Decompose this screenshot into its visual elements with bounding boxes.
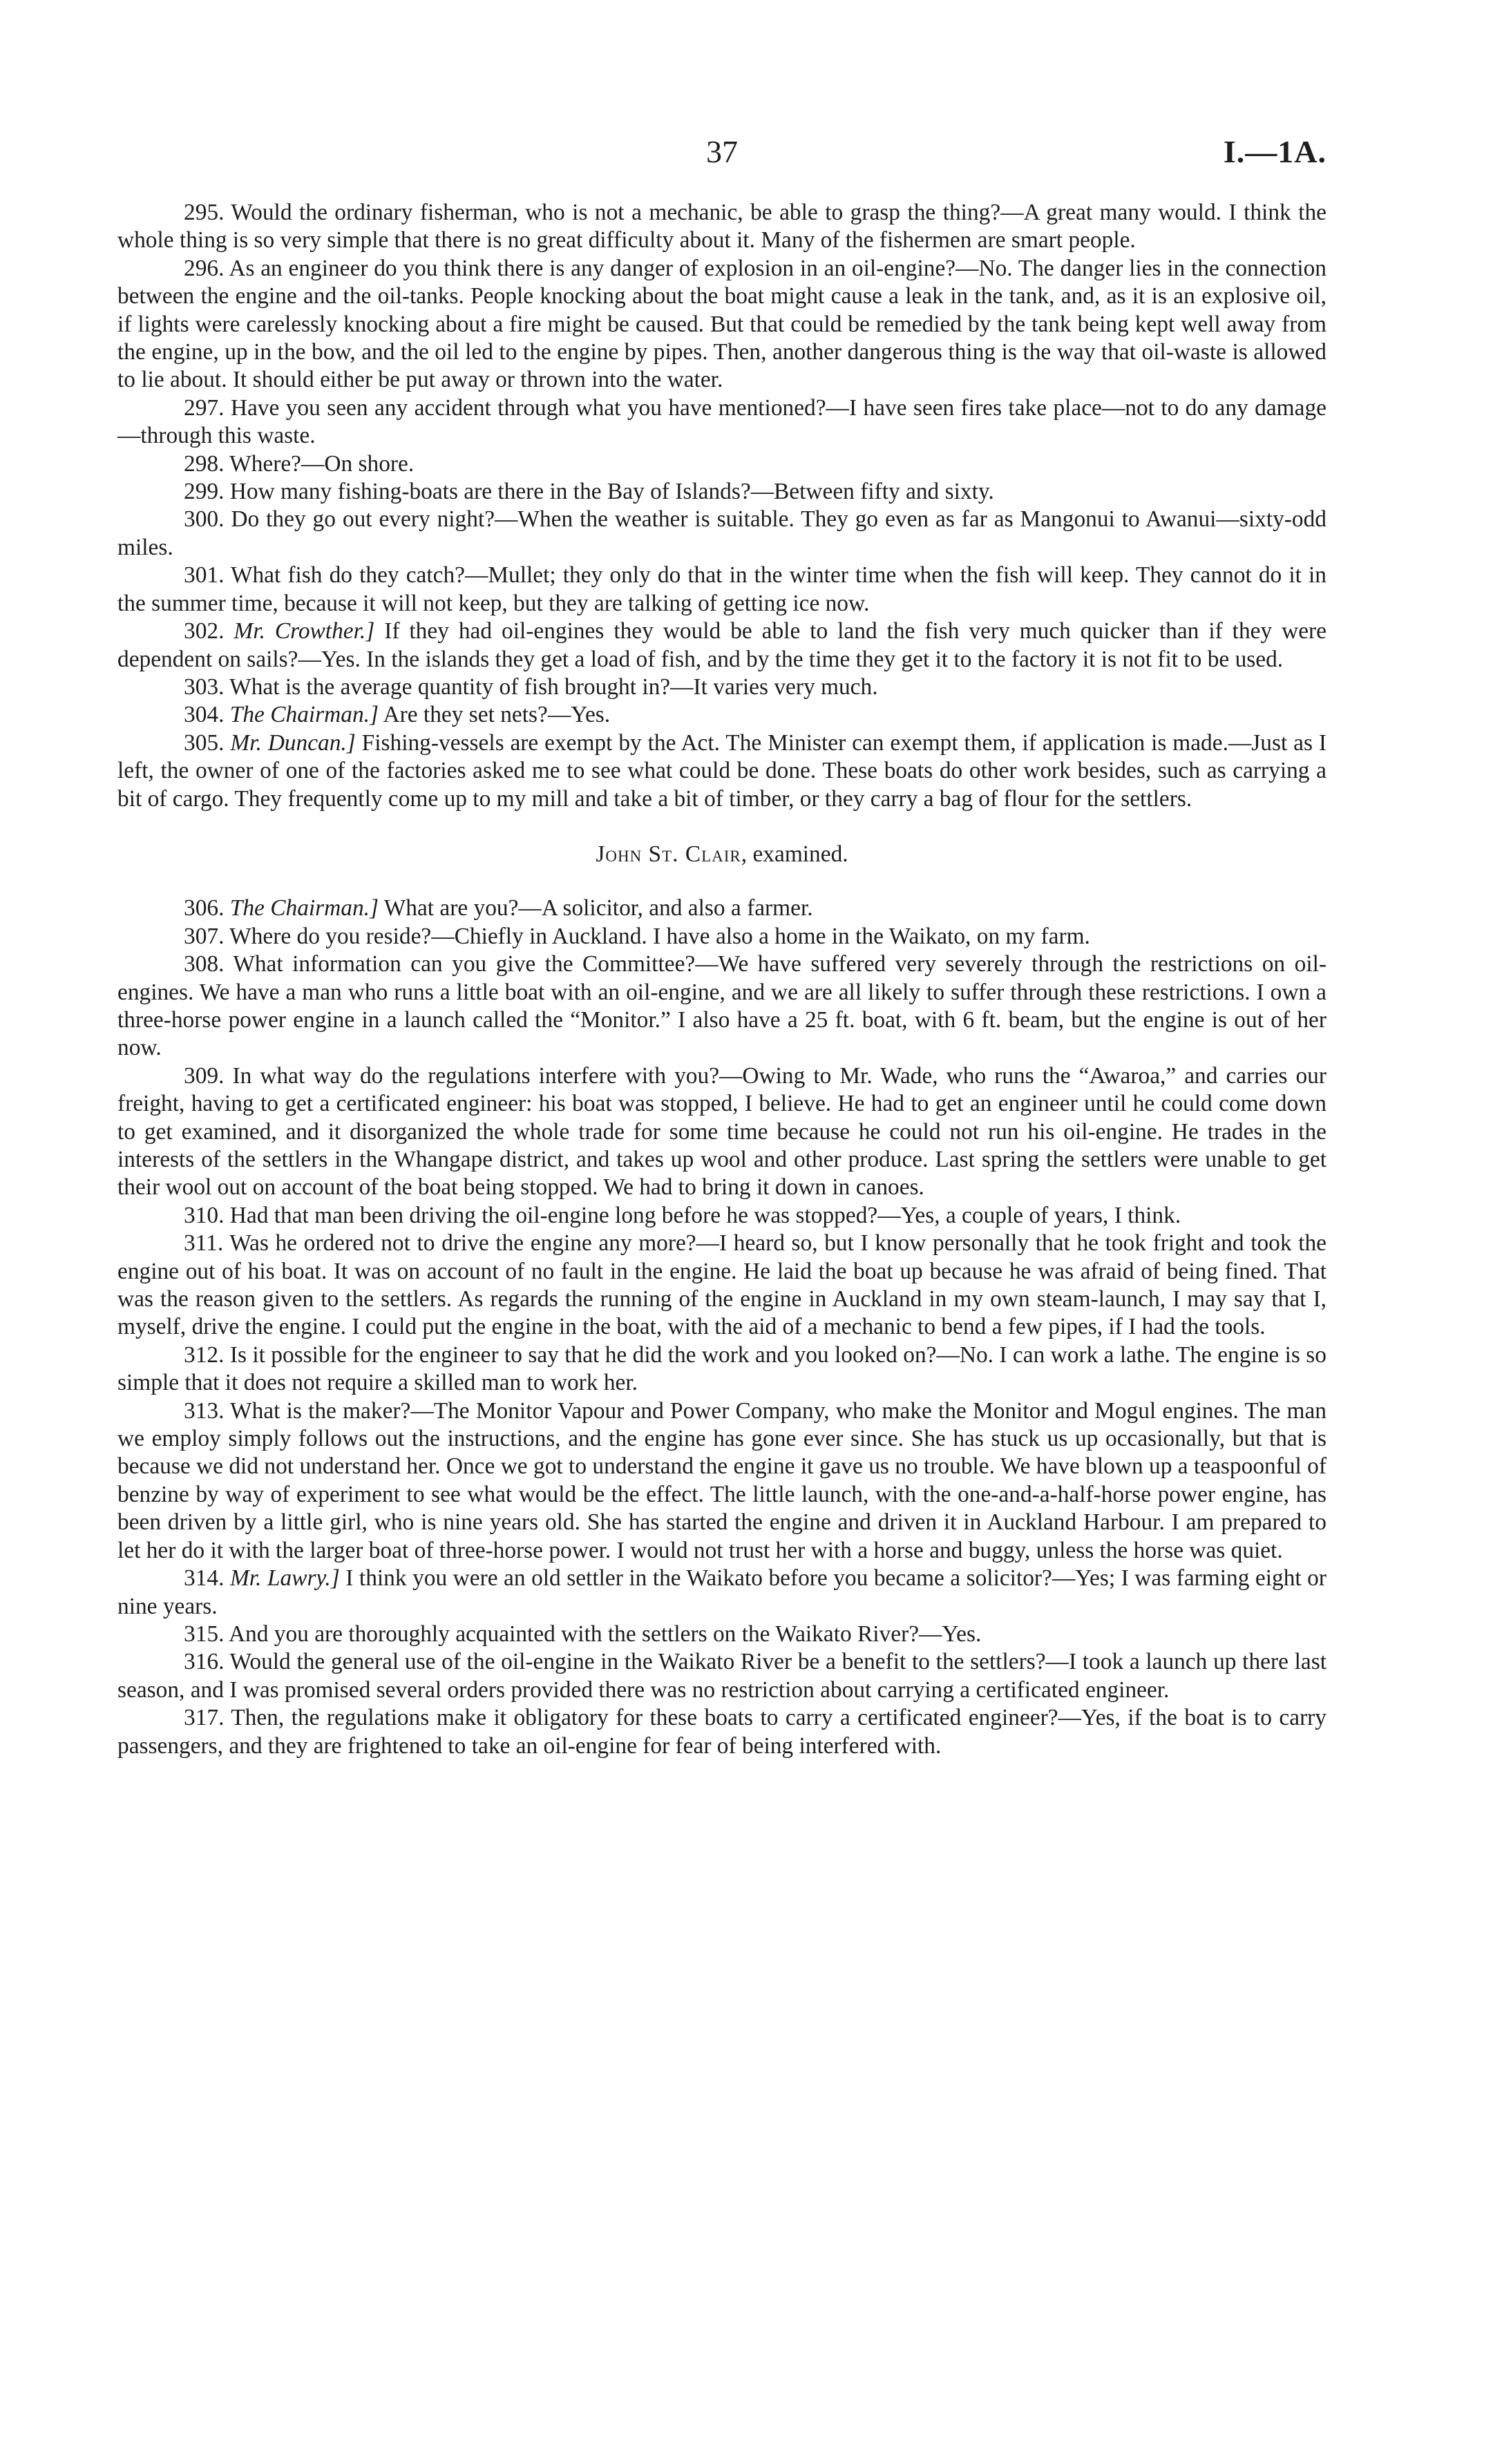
question-number: 306. <box>184 895 225 921</box>
witness-heading-suffix: , examined. <box>741 841 848 867</box>
paragraph-text: 308. What information can you give the Committee?—We have suffered very severely through the restrictions on oil-engines. We have a man who runs a little boat with an oil-engine, and we are all likely to suffer through these restrictions. I own a three-horse power engine in a launch called the “Monitor.” I also have a 25 ft. boat, with 6 ft. beam, but the engine is out of her now. <box>117 951 1326 1061</box>
paragraph-text: 309. In what way do the regulations interfere with you?—Owing to Mr. Wade, who runs the “Awaroa,” and carries our freight, having to get a certificated engineer: his boat was stopped, I believe. He had to get an engineer until he could come down to get examined, and it disorganized the whole trade for some time because he could not run his oil-engine. He trades in the interests of the settlers in the Whangape district, and takes up wool and other produce. Last spring the settlers were unable to get their wool out on account of the boat being stopped. We had to bring it down in canoes. <box>117 1062 1326 1201</box>
testimony-section-2 <box>117 895 1326 1760</box>
paragraph-text: If they had oil-engines they would be able to land the fish very much quicker than if they were dependent on sails?—Yes. In the islands they get a load of fish, and by the time they get it to the factory it is not fit to be used. <box>117 618 1326 672</box>
testimony-paragraph <box>117 1621 1326 1648</box>
speaker-name: The Chairman.] <box>229 702 379 728</box>
testimony-paragraph <box>117 618 1326 674</box>
question-number: 314. <box>184 1565 225 1592</box>
testimony-paragraph <box>117 1565 1326 1621</box>
testimony-paragraph <box>117 1704 1326 1760</box>
document-reference: I.—1A. <box>1223 134 1326 169</box>
testimony-paragraph <box>117 199 1326 255</box>
testimony-paragraph <box>117 1062 1326 1202</box>
speaker-name: Mr. Lawry.] <box>229 1565 340 1592</box>
testimony-paragraph <box>117 729 1326 813</box>
paragraph-text: 316. Would the general use of the oil-engine in the Waikato River be a benefit to the settlers?—I took a launch up there last season, and I was promised several orders provided there was no restriction about carrying a certificated engineer. <box>117 1649 1326 1703</box>
testimony-paragraph <box>117 674 1326 701</box>
speaker-name: Mr. Crowther.] <box>234 618 375 644</box>
testimony-paragraph <box>117 701 1326 729</box>
testimony-paragraph <box>117 562 1326 618</box>
paragraph-text: 312. Is it possible for the engineer to say that he did the work and you looked on?—No. I can work a lathe. The engine is so simple that it does not require a skilled man to work her. <box>117 1341 1326 1396</box>
page-header <box>117 131 1326 173</box>
paragraph-text: 313. What is the maker?—The Monitor Vapour and Power Company, who make the Monitor and Mogul engines. The man we employ simply follows out the instructions, and the engine has gone ever since. She has stuck us up occasionally, but that is because we did not understand her. Once we got to understand the engine it gave us no trouble. We have blown up a teaspoonful of benzine by way of experiment to see what would be the effect. The little launch, with the one-and-a-half-horse power engine, has been driven by a little girl, who is nine years old. She has started the engine and driven it in Auckland Harbour. I am prepared to let her do it with the larger boat of three-horse power. I would not trust her with a horse and buggy, unless the horse was quiet. <box>117 1397 1326 1563</box>
paragraph-text: 298. Where?—On shore. <box>184 450 415 477</box>
paragraph-text: 317. Then, the regulations make it obligatory for these boats to carry a certificated engineer?—Yes, if the boat is to carry passengers, and they are frightened to take an oil-engine for fear of being interfered with. <box>117 1705 1326 1759</box>
testimony-paragraph <box>117 895 1326 922</box>
testimony-paragraph <box>117 478 1326 506</box>
testimony-paragraph <box>117 506 1326 562</box>
paragraph-text: 311. Was he ordered not to drive the engine any more?—I heard so, but I know personally that he took fright and took the engine out of his boat. It was on account of no fault in the engine. He laid the boat up because he was afraid of being fined. That was the reason given to the settlers. As regards the running of the engine in Auckland in my own steam-launch, I may say that I, myself, drive the engine. I could put the engine in the boat, with the aid of a mechanic to bend a few pipes, if I had the tools. <box>117 1230 1326 1340</box>
paragraph-text: Fishing-vessels are exempt by the Act. The Minister can exempt them, if application is made.—Just as I left, the owner of one of the factories asked me to see what could be done. These boats do other work besides, such as carrying a bit of cargo. They frequently come up to my mill and take a bit of timber, or they carry a bag of flour for the settlers. <box>117 729 1326 812</box>
paragraph-text: 310. Had that man been driving the oil-engine long before he was stopped?—Yes, a couple of years, I think. <box>184 1202 1181 1228</box>
paragraph-text: 296. As an engineer do you think there is any danger of explosion in an oil-engine?—No. The danger lies in the connection between the engine and the oil-tanks. People knocking about the boat might cause a leak in the tank, and, as it is an explosive oil, if lights were carelessly knocking about a fire might be caused. But that could be remedied by the tank being kept well away from the engine, up in the bow, and the oil led to the engine by pipes. Then, another dangerous thing is the way that oil-waste is allowed to lie about. It should either be put away or thrown into the water. <box>117 255 1326 393</box>
page-number: 37 <box>706 134 738 169</box>
paragraph-text: 315. And you are thoroughly acquainted with the settlers on the Waikato River?—Yes. <box>184 1621 982 1647</box>
question-number: 305. <box>184 729 225 756</box>
testimony-paragraph <box>117 951 1326 1062</box>
speaker-name: The Chairman.] <box>229 895 379 921</box>
paragraph-text: Are they set nets?—Yes. <box>383 702 611 728</box>
paragraph-text: 307. Where do you reside?—Chiefly in Auckland. I have also a home in the Waikato, on my farm. <box>184 923 1090 949</box>
paragraph-text: What are you?—A solicitor, and also a farmer. <box>383 895 813 921</box>
witness-heading <box>117 841 1326 868</box>
testimony-section-1 <box>117 199 1326 813</box>
speaker-name: Mr. Duncan.] <box>230 729 356 756</box>
paragraph-text: 300. Do they go out every night?—When the weather is suitable. They go even as far as Mangonui to Awanui—sixty-odd miles. <box>117 506 1326 560</box>
testimony-paragraph <box>117 923 1326 951</box>
paragraph-text: 303. What is the average quantity of fish brought in?—It varies very much. <box>184 674 878 700</box>
paragraph-text: I think you were an old settler in the Waikato before you became a solicitor?—Yes; I was farming eight or nine years. <box>117 1565 1326 1619</box>
question-number: 302. <box>184 618 225 644</box>
paragraph-text: 297. Have you seen any accident through what you have mentioned?—I have seen fires take place—not to do any damage—through this waste. <box>117 394 1326 449</box>
testimony-paragraph <box>117 1202 1326 1230</box>
document-body <box>117 199 1326 1760</box>
testimony-paragraph <box>117 255 1326 394</box>
question-number: 304. <box>184 702 225 728</box>
paragraph-text: 299. How many fishing-boats are there in the Bay of Islands?—Between fifty and sixty. <box>184 479 994 505</box>
testimony-paragraph <box>117 1341 1326 1397</box>
testimony-paragraph <box>117 450 1326 478</box>
testimony-paragraph <box>117 1397 1326 1565</box>
paragraph-text: 301. What fish do they catch?—Mullet; they only do that in the winter time when the fish will keep. They cannot do it in the summer time, because it will not keep, but they are talking of getting ice now. <box>117 562 1326 616</box>
paragraph-text: 295. Would the ordinary fisherman, who is not a mechanic, be able to grasp the thing?—A great many would. I think the whole thing is so very simple that there is no great difficulty about it. Many of the fishermen are smart people. <box>117 200 1326 254</box>
testimony-paragraph <box>117 1230 1326 1341</box>
witness-name: John St. Clair <box>596 841 741 867</box>
testimony-paragraph <box>117 1648 1326 1704</box>
testimony-paragraph <box>117 394 1326 450</box>
